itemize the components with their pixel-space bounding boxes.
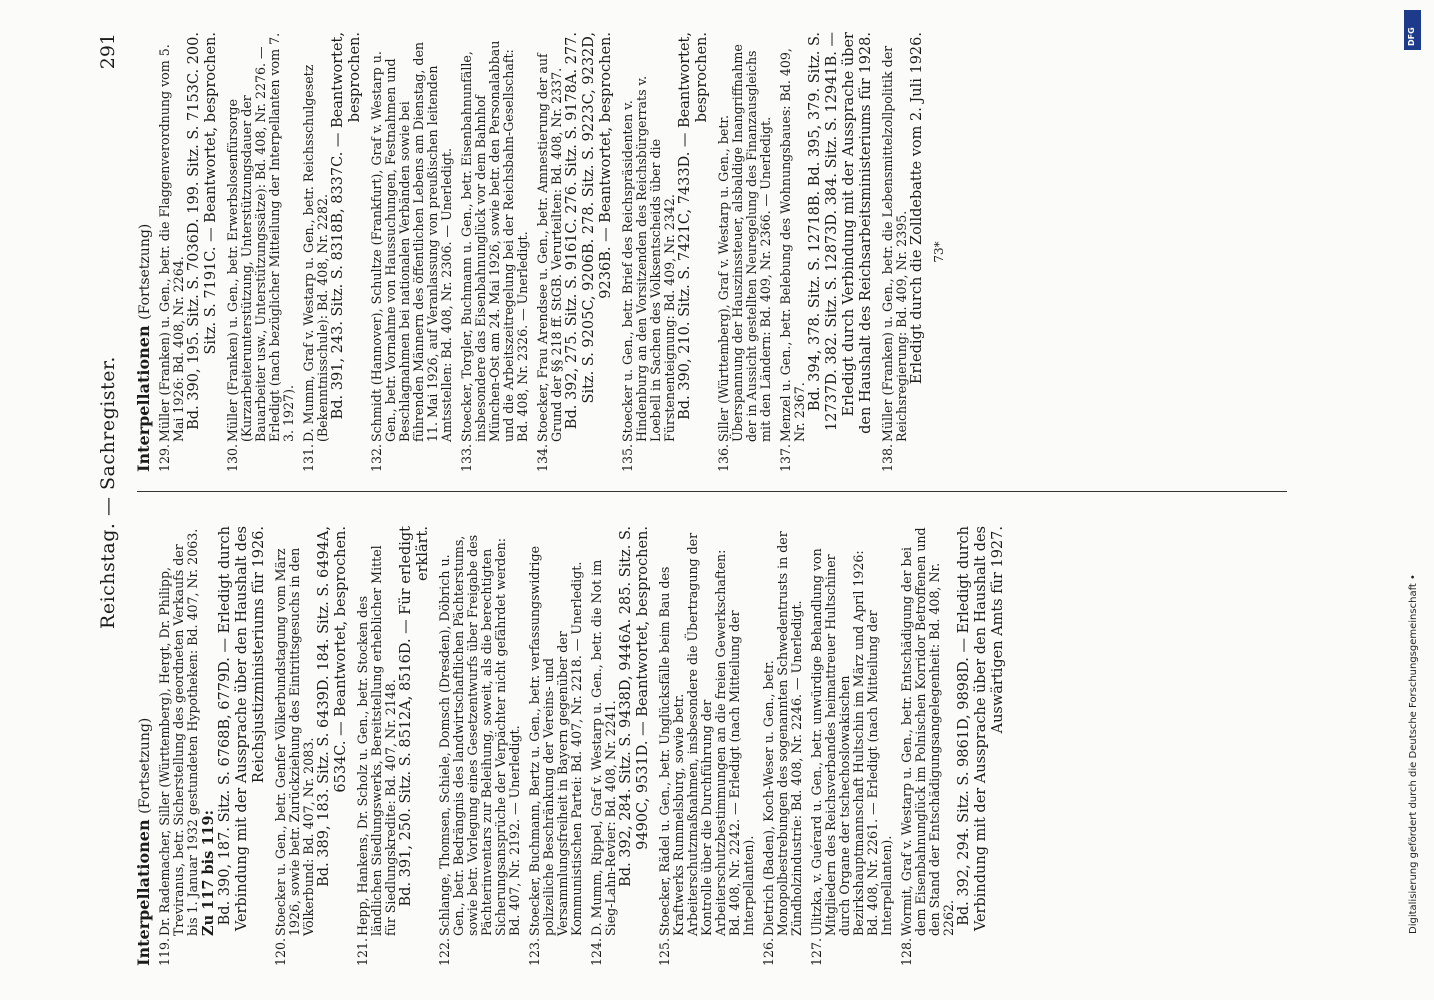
section-caption [134, 526, 153, 966]
column-divider [137, 491, 1287, 492]
entry-number: 135. [620, 443, 635, 472]
rotated-page [93, 15, 1334, 970]
entry-reference: Bd. 390, 195. Sitz. S. 7036D. 199. Sitz. S. 7153C. 200. Sitz. S. 7191C. — Beantwortet, besprochen. [186, 32, 219, 430]
interpellation-entry [226, 32, 296, 472]
entry-text: Stoecker, Rädel u. Gen., betr. Unglücksfälle beim Bau des Kraftwerks Rummelsburg, sowie betr. Arbeiterschutzmaßnahmen, insbesondere die Übertragung der Kontrolle über die Durchführung der Arbeiterschutzbestimmungen an die freien Gewerkschaften: Bd. 408, Nr. 2242. — Erledigt (nach Mitteilung der Interpellanten). [657, 532, 756, 936]
entry-text: Müller (Franken) u. Gen., betr. die Lebensmittelzollpolitik der Reichsregierung: Bd. 409, Nr. 2395. [880, 45, 909, 442]
entry-reference: Bd. 392, 284. Sitz. S. 9438D, 9446A. 285. Sitz. S. 9490C, 9531D. — Beantwortet, besprochen. [618, 526, 651, 887]
entry-reference: Bd. 389, 183. Sitz. S. 6439D. 184. Sitz. S. 6494A, 6534C. — Beantwortet, besprochen. [316, 526, 349, 887]
left-entries [158, 526, 1007, 966]
running-title: Reichstag. — Sachregister. [97, 356, 119, 629]
entry-text: D. Mumm, Graf v. Westarp u. Gen., betr. Reichsschulgesetz (Bekenntnisschule): Bd. 408, Nr. 2282. [301, 64, 330, 442]
right-column [134, 32, 1317, 472]
caption-suffix: (Fortsetzung) [137, 223, 153, 320]
entry-text: Stoecker, Buchmann, Bertz u. Gen., betr. verfassungswidrige polizeiliche Beschränkung der Vereins- und Versammlungsfreiheit in Bayern gegenüber der Kommunistischen Partei: Bd. 407, Nr. 2218. — Unerledigt. [527, 546, 584, 936]
entry-text: Siller (Württemberg), Graf v. Westarp u. Gen., betr. Überspannung der Hauszinssteuer, alsbaldige Inangriffnahme der in Aussicht gestellten Neuregelung des Finanzausgleichs mit den Ländern: Bd. 409, Nr. 2366. — Unerledigt. [716, 44, 773, 442]
entry-text: Schmidt (Hannover), Schultze (Frankfurt), Graf v. Westarp u. Gen., betr. Vornahme von Haussuchungen, Festnahmen und Beschlagnahmen bei nationalen Verbänden sowie bei führenden Männern des öffentlichen Lebens am Dienstag, den 11. Mai 1926, auf Veranlassung von preußischen leitenden Amtsstellen: Bd. 408, Nr. 2306. — Unerledigt. [369, 41, 454, 442]
interpellation-entry [536, 32, 615, 472]
right-entries [158, 32, 926, 472]
interpellation-entry [438, 526, 522, 966]
entry-number: 128. [899, 937, 914, 966]
entry-text: Stoecker u. Gen., betr. Brief des Reichspräsidenten v. Hindenburg an den Vorsitzenden des Reichsbürgerrats v. Loebell in Sachen des Volksentscheids über die Fürstenenteignung: Bd. 409, Nr. 2342. [620, 75, 677, 442]
interpellation-entry [302, 32, 364, 472]
interpellation-entry [370, 32, 454, 472]
entry-number: 136. [716, 443, 731, 472]
interpellation-entry [762, 526, 804, 966]
interpellation-entry [881, 32, 926, 472]
entry-number: 127. [809, 937, 824, 966]
entry-number: 129. [157, 443, 172, 472]
entry-reference: Bd. 392, 275. Sitz. S. 9161C. 276. Sitz. S. 9178A. 277. Sitz. S. 9205C, 9206B. 278. Sitz. S. 9223C, 9232D, 9236B. — Beantwortet, besprochen. [564, 32, 614, 430]
entry-text: D. Mumm, Rippel, Graf v. Westarp u. Gen., betr. die Not im Sieg-Lahn-Revier: Bd. 408, Nr. 2241. [589, 559, 618, 936]
interpellation-entry [590, 526, 652, 966]
entry-text: Wormit, Graf v. Westarp u. Gen., betr. Entschädigung der bei dem Eisenbahnunglück im Polnischen Korridor Betroffenen und den Stand der Entschädigungsangelegenheit: Bd. 408, Nr. 2262. [899, 527, 956, 936]
signature-mark: 73* [932, 241, 946, 263]
entry-text: Müller (Franken) u. Gen., betr. die Flaggenverordnung vom 5. Mai 1926: Bd. 408, Nr. 2264. [157, 44, 186, 442]
left-column [134, 526, 1317, 966]
entry-text: Stoecker, Torgler, Buchmann u. Gen., betr. Eisenbahnunfälle, insbesondere das Eisenbahnunglück vor dem Bahnhof München-Ost am 24. Mai 1926, sowie betr. den Personalabbau und die Arbeitszeitregelung bei der Reichsbahn-Gesellschaft: Bd. 408, Nr. 2326. — Unerledigt. [459, 40, 530, 442]
entry-number: 126. [761, 937, 776, 966]
interpellation-entry [621, 32, 711, 472]
entry-number: 131. [301, 443, 316, 472]
entry-number: 125. [657, 937, 672, 966]
entry-reference: Bd. 390, 187. Sitz. S. 6768B, 6779D. — Erledigt durch Verbindung mit der Aussprache über den Haushalt des Reichsjustizministeriums für 1926. [217, 526, 267, 932]
entry-number: 121. [355, 937, 370, 966]
entry-number: 134. [535, 443, 550, 472]
entry-number: 122. [437, 937, 452, 966]
entry-text: Stoecker u. Gen., betr. Genfer Völkerbundstagung vom März 1926, sowie betr. Zurückziehung des Eintrittsgesuchs in den Völkerbund: Bd. 407, Nr. 2083. [273, 547, 316, 936]
entry-text: Menzel u. Gen., betr. Belebung des Wohnungsbaues: Bd. 409, Nr. 2367. [778, 48, 807, 442]
page-number: 291 [97, 33, 119, 70]
interpellation-entry [717, 32, 773, 472]
entry-number: 130. [225, 443, 240, 472]
entry-text: Hepp, Hankens, Dr. Scholz u. Gen., betr. Stocken des ländlichen Siedlungswerks, Bereitstellung erheblicher Mittel für Siedlungskredite: Bd. 407, Nr. 2148. [355, 545, 398, 936]
entry-number: 137. [778, 443, 793, 472]
entry-number: 124. [589, 937, 604, 966]
dfg-logo: DFG [1404, 10, 1421, 50]
interpellation-entry [528, 526, 584, 966]
interpellation-entry [900, 526, 1007, 966]
entry-reference: Bd. 394, 378. Sitz. S. 12718B. Bd. 395, 379. Sitz. S. 12737D. 382. Sitz. S. 12873D. 384. Sitz. S. 12941B. — Erledigt durch Verbindung mit der Aussprache über den Haushalt des Reichsarbeitsministeriums für 1928. [807, 32, 874, 434]
caption-title: Interpellationen [134, 819, 153, 966]
interpellation-entry [356, 526, 432, 966]
entry-reference: Bd. 392, 294. Sitz. S. 9861D, 9898D. — Erledigt durch Verbindung mit der Aussprache über den Haushalt des Auswärtigen Amts für 1927. [956, 526, 1006, 932]
entry-number: 119. [157, 937, 172, 966]
entry-text: Dr. Rademacher, Siller (Württemberg), Hergt, Dr. Philipp, Treviranus, betr. Sicherstellung des geordneten Verkaufs der bis 1. Januar 1932 gestundeten Hypotheken: Bd. 407, Nr. 2063. [157, 528, 200, 936]
interpellation-entry [810, 526, 894, 966]
interpellation-entry [274, 526, 350, 966]
entry-number: 120. [273, 937, 288, 966]
digitization-note: Digitalisierung gefördert durch die Deutsche Forschungsgemeinschaft • [1408, 574, 1419, 934]
entry-text: Stoecker, Frau Arendsee u. Gen., betr. Amnestierung der auf Grund der §§ 218 ff. StGB. Verurteilten: Bd. 408, Nr. 2337. [535, 53, 564, 442]
entry-reference: Bd. 391, 250. Sitz. S. 8512A, 8516D. — Für erledigt erklärt. [398, 526, 431, 907]
entry-text: Dietrich (Baden), Koch-Weser u. Gen., betr. Monopolbestrebungen des sogenannten Schwedentrusts in der Zündholzindustrie: Bd. 408, Nr. 2246. — Unerledigt. [761, 531, 804, 936]
entry-reference: Erledigt durch die Zolldebatte vom 2. Juli 1926. [909, 32, 925, 385]
section-caption [134, 32, 153, 472]
entry-group-note: Zu 117 bis 119: [200, 810, 217, 936]
caption-suffix: (Fortsetzung) [137, 717, 153, 814]
digitization-strip [1400, 10, 1426, 990]
entry-text: Schlange, Thomsen, Schiele, Domsch (Dresden), Döbrich u. Gen., betr. Bedrängnis des landwirtschaftlichen Pächterstums, sowie betr. Vorlegung eines Gesetzentwurfs über Freigabe des Pächterinventars zur Beleihung, soweit, als die berechtigten Sicherungsansprüche der Verpächter nicht gefährdet werden: Bd. 407, Nr. 2192. — Unerledigt. [437, 534, 522, 936]
entry-number: 123. [527, 937, 542, 966]
page-header [93, 15, 123, 970]
entry-text: Müller (Franken) u. Gen., betr. Erwerbslosenfürsorge (Kurzarbeiterunterstützung, Unterstützungsdauer der Bauarbeiter usw., Unterstützungssätze): Bd. 408, Nr. 2276. — Erledigt (nach bezüglicher Mitteilung der Interpellanten vom 7. 3. 1927). [225, 32, 296, 442]
entry-text: Ulitzka, v. Guérard u. Gen., betr. unwürdige Behandlung von Mitgliedern des Reichsverbandes heimattreuer Hultschiner durch Organe der tschechoslowakischen Bezirkshauptmannschaft Hultschin im März und April 1926: Bd. 408, Nr. 2261. — Erledigt (nach Mitteilung der Interpellanten). [809, 548, 894, 936]
entry-reference: Bd. 390, 210. Sitz. S. 7421C, 7433D. — Beantwortet, besprochen. [677, 32, 710, 420]
interpellation-entry [460, 32, 530, 472]
interpellation-entry [779, 32, 875, 472]
interpellation-entry [658, 526, 756, 966]
entry-number: 133. [459, 443, 474, 472]
interpellation-entry [158, 526, 268, 966]
entry-number: 138. [880, 443, 895, 472]
entry-reference: Bd. 391, 243. Sitz. S. 8318B, 8337C. — Beantwortet, besprochen. [330, 32, 363, 420]
caption-title: Interpellationen [134, 325, 153, 472]
interpellation-entry [158, 32, 220, 472]
entry-number: 132. [369, 443, 384, 472]
